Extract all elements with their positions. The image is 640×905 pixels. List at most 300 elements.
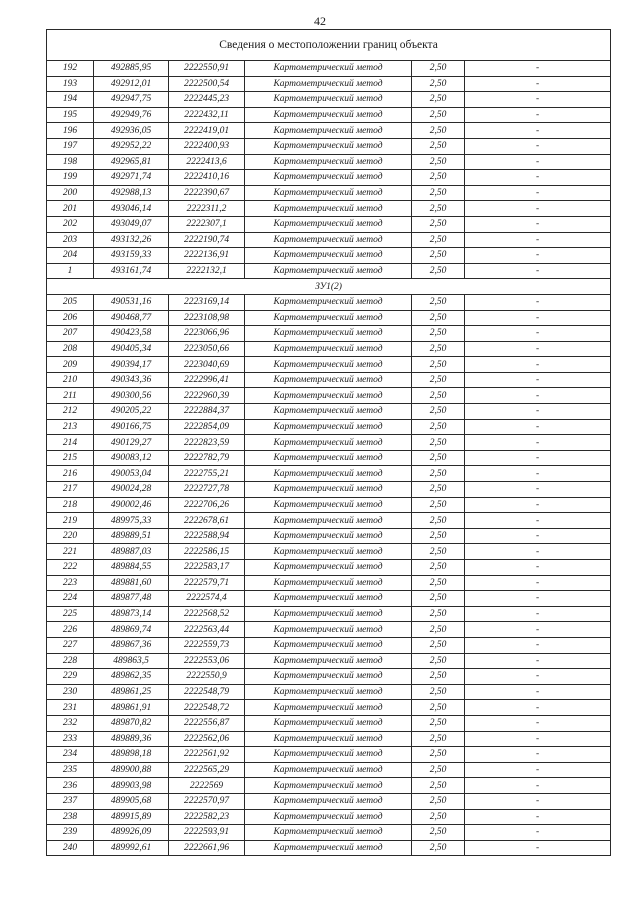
point-number-cell: 205 bbox=[47, 294, 94, 310]
method-cell: Картометрический метод bbox=[245, 232, 412, 248]
table-row bbox=[47, 466, 611, 482]
table-row bbox=[47, 840, 611, 856]
precision-cell: 2,50 bbox=[412, 248, 465, 264]
description-cell: - bbox=[465, 482, 611, 498]
description-cell: - bbox=[465, 840, 611, 856]
y-coordinate-cell: 2222568,52 bbox=[169, 606, 245, 622]
point-number-cell: 236 bbox=[47, 778, 94, 794]
x-coordinate-cell: 490129,27 bbox=[94, 435, 169, 451]
table-row bbox=[47, 825, 611, 841]
point-number-cell: 204 bbox=[47, 248, 94, 264]
table-row bbox=[47, 684, 611, 700]
precision-cell: 2,50 bbox=[412, 61, 465, 77]
y-coordinate-cell: 2222132,1 bbox=[169, 263, 245, 279]
precision-cell: 2,50 bbox=[412, 653, 465, 669]
description-cell: - bbox=[465, 263, 611, 279]
x-coordinate-cell: 489861,25 bbox=[94, 684, 169, 700]
table-body bbox=[47, 30, 611, 856]
x-coordinate-cell: 493159,33 bbox=[94, 248, 169, 264]
point-number-cell: 211 bbox=[47, 388, 94, 404]
point-number-cell: 200 bbox=[47, 185, 94, 201]
x-coordinate-cell: 489867,36 bbox=[94, 637, 169, 653]
method-cell: Картометрический метод bbox=[245, 653, 412, 669]
method-cell: Картометрический метод bbox=[245, 107, 412, 123]
y-coordinate-cell: 2222569 bbox=[169, 778, 245, 794]
description-cell: - bbox=[465, 310, 611, 326]
y-coordinate-cell: 2222410,16 bbox=[169, 170, 245, 186]
y-coordinate-cell: 2223108,98 bbox=[169, 310, 245, 326]
precision-cell: 2,50 bbox=[412, 216, 465, 232]
point-number-cell: 196 bbox=[47, 123, 94, 139]
x-coordinate-cell: 490083,12 bbox=[94, 450, 169, 466]
precision-cell: 2,50 bbox=[412, 715, 465, 731]
x-coordinate-cell: 492952,22 bbox=[94, 138, 169, 154]
x-coordinate-cell: 490423,58 bbox=[94, 326, 169, 342]
table-row bbox=[47, 341, 611, 357]
point-number-cell: 192 bbox=[47, 61, 94, 77]
description-cell: - bbox=[465, 372, 611, 388]
y-coordinate-cell: 2222755,21 bbox=[169, 466, 245, 482]
y-coordinate-cell: 2222419,01 bbox=[169, 123, 245, 139]
x-coordinate-cell: 489889,36 bbox=[94, 731, 169, 747]
method-cell: Картометрический метод bbox=[245, 497, 412, 513]
table-row bbox=[47, 263, 611, 279]
point-number-cell: 240 bbox=[47, 840, 94, 856]
method-cell: Картометрический метод bbox=[245, 825, 412, 841]
precision-cell: 2,50 bbox=[412, 575, 465, 591]
point-number-cell: 199 bbox=[47, 170, 94, 186]
precision-cell: 2,50 bbox=[412, 606, 465, 622]
point-number-cell: 233 bbox=[47, 731, 94, 747]
y-coordinate-cell: 2222854,09 bbox=[169, 419, 245, 435]
table-row bbox=[47, 544, 611, 560]
point-number-cell: 237 bbox=[47, 793, 94, 809]
precision-cell: 2,50 bbox=[412, 497, 465, 513]
description-cell: - bbox=[465, 684, 611, 700]
table-row bbox=[47, 138, 611, 154]
method-cell: Картометрический метод bbox=[245, 61, 412, 77]
y-coordinate-cell: 2222582,23 bbox=[169, 809, 245, 825]
precision-cell: 2,50 bbox=[412, 793, 465, 809]
table-row bbox=[47, 372, 611, 388]
point-number-cell: 201 bbox=[47, 201, 94, 217]
method-cell: Картометрический метод bbox=[245, 840, 412, 856]
point-number-cell: 235 bbox=[47, 762, 94, 778]
table-row bbox=[47, 497, 611, 513]
point-number-cell: 202 bbox=[47, 216, 94, 232]
y-coordinate-cell: 2222413,6 bbox=[169, 154, 245, 170]
method-cell: Картометрический метод bbox=[245, 326, 412, 342]
point-number-cell: 198 bbox=[47, 154, 94, 170]
table-row bbox=[47, 450, 611, 466]
page-number: 42 bbox=[314, 14, 326, 28]
x-coordinate-cell: 489926,09 bbox=[94, 825, 169, 841]
table-row bbox=[47, 560, 611, 576]
y-coordinate-cell: 2222311,2 bbox=[169, 201, 245, 217]
x-coordinate-cell: 492912,01 bbox=[94, 76, 169, 92]
description-cell: - bbox=[465, 575, 611, 591]
table-header-row bbox=[47, 30, 611, 61]
point-number-cell: 207 bbox=[47, 326, 94, 342]
point-number-cell: 222 bbox=[47, 560, 94, 576]
method-cell: Картометрический метод bbox=[245, 778, 412, 794]
method-cell: Картометрический метод bbox=[245, 575, 412, 591]
x-coordinate-cell: 489873,14 bbox=[94, 606, 169, 622]
point-number-cell: 230 bbox=[47, 684, 94, 700]
table-row bbox=[47, 793, 611, 809]
precision-cell: 2,50 bbox=[412, 201, 465, 217]
point-number-cell: 216 bbox=[47, 466, 94, 482]
description-cell: - bbox=[465, 419, 611, 435]
method-cell: Картометрический метод bbox=[245, 435, 412, 451]
y-coordinate-cell: 2222565,29 bbox=[169, 762, 245, 778]
table-row bbox=[47, 731, 611, 747]
method-cell: Картометрический метод bbox=[245, 263, 412, 279]
x-coordinate-cell: 489870,82 bbox=[94, 715, 169, 731]
x-coordinate-cell: 489903,98 bbox=[94, 778, 169, 794]
y-coordinate-cell: 2222562,06 bbox=[169, 731, 245, 747]
precision-cell: 2,50 bbox=[412, 700, 465, 716]
precision-cell: 2,50 bbox=[412, 528, 465, 544]
method-cell: Картометрический метод bbox=[245, 185, 412, 201]
point-number-cell: 206 bbox=[47, 310, 94, 326]
description-cell: - bbox=[465, 497, 611, 513]
precision-cell: 2,50 bbox=[412, 762, 465, 778]
description-cell: - bbox=[465, 294, 611, 310]
table-row bbox=[47, 778, 611, 794]
table-row bbox=[47, 310, 611, 326]
method-cell: Картометрический метод bbox=[245, 715, 412, 731]
table-row bbox=[47, 326, 611, 342]
table-row bbox=[47, 61, 611, 77]
table-row bbox=[47, 92, 611, 108]
table-row bbox=[47, 248, 611, 264]
point-number-cell: 210 bbox=[47, 372, 94, 388]
precision-cell: 2,50 bbox=[412, 731, 465, 747]
y-coordinate-cell: 2222570,97 bbox=[169, 793, 245, 809]
description-cell: - bbox=[465, 762, 611, 778]
y-coordinate-cell: 2222390,67 bbox=[169, 185, 245, 201]
x-coordinate-cell: 490343,36 bbox=[94, 372, 169, 388]
precision-cell: 2,50 bbox=[412, 840, 465, 856]
description-cell: - bbox=[465, 715, 611, 731]
precision-cell: 2,50 bbox=[412, 684, 465, 700]
method-cell: Картометрический метод bbox=[245, 216, 412, 232]
method-cell: Картометрический метод bbox=[245, 310, 412, 326]
y-coordinate-cell: 2222563,44 bbox=[169, 622, 245, 638]
x-coordinate-cell: 490002,46 bbox=[94, 497, 169, 513]
table-row bbox=[47, 591, 611, 607]
description-cell: - bbox=[465, 653, 611, 669]
x-coordinate-cell: 490300,56 bbox=[94, 388, 169, 404]
table-row bbox=[47, 216, 611, 232]
precision-cell: 2,50 bbox=[412, 637, 465, 653]
table-row bbox=[47, 201, 611, 217]
precision-cell: 2,50 bbox=[412, 185, 465, 201]
point-number-cell: 195 bbox=[47, 107, 94, 123]
method-cell: Картометрический метод bbox=[245, 731, 412, 747]
y-coordinate-cell: 2222136,91 bbox=[169, 248, 245, 264]
precision-cell: 2,50 bbox=[412, 310, 465, 326]
x-coordinate-cell: 492965,81 bbox=[94, 154, 169, 170]
description-cell: - bbox=[465, 700, 611, 716]
point-number-cell: 219 bbox=[47, 513, 94, 529]
method-cell: Картометрический метод bbox=[245, 591, 412, 607]
precision-cell: 2,50 bbox=[412, 669, 465, 685]
point-number-cell: 224 bbox=[47, 591, 94, 607]
precision-cell: 2,50 bbox=[412, 419, 465, 435]
precision-cell: 2,50 bbox=[412, 138, 465, 154]
y-coordinate-cell: 2222823,59 bbox=[169, 435, 245, 451]
y-coordinate-cell: 2222556,87 bbox=[169, 715, 245, 731]
x-coordinate-cell: 489898,18 bbox=[94, 747, 169, 763]
method-cell: Картометрический метод bbox=[245, 201, 412, 217]
point-number-cell: 227 bbox=[47, 637, 94, 653]
y-coordinate-cell: 2222445,23 bbox=[169, 92, 245, 108]
y-coordinate-cell: 2222550,91 bbox=[169, 61, 245, 77]
method-cell: Картометрический метод bbox=[245, 138, 412, 154]
table-row bbox=[47, 404, 611, 420]
point-number-cell: 213 bbox=[47, 419, 94, 435]
point-number-cell: 193 bbox=[47, 76, 94, 92]
description-cell: - bbox=[465, 450, 611, 466]
precision-cell: 2,50 bbox=[412, 513, 465, 529]
table-row bbox=[47, 669, 611, 685]
method-cell: Картометрический метод bbox=[245, 637, 412, 653]
x-coordinate-cell: 489887,03 bbox=[94, 544, 169, 560]
precision-cell: 2,50 bbox=[412, 92, 465, 108]
table-row bbox=[47, 809, 611, 825]
x-coordinate-cell: 493161,74 bbox=[94, 263, 169, 279]
x-coordinate-cell: 492947,75 bbox=[94, 92, 169, 108]
method-cell: Картометрический метод bbox=[245, 669, 412, 685]
x-coordinate-cell: 492949,76 bbox=[94, 107, 169, 123]
description-cell: - bbox=[465, 232, 611, 248]
point-number-cell: 1 bbox=[47, 263, 94, 279]
method-cell: Картометрический метод bbox=[245, 606, 412, 622]
x-coordinate-cell: 489869,74 bbox=[94, 622, 169, 638]
description-cell: - bbox=[465, 747, 611, 763]
point-number-cell: 223 bbox=[47, 575, 94, 591]
description-cell: - bbox=[465, 528, 611, 544]
method-cell: Картометрический метод bbox=[245, 404, 412, 420]
method-cell: Картометрический метод bbox=[245, 76, 412, 92]
point-number-cell: 226 bbox=[47, 622, 94, 638]
point-number-cell: 232 bbox=[47, 715, 94, 731]
description-cell: - bbox=[465, 201, 611, 217]
precision-cell: 2,50 bbox=[412, 450, 465, 466]
precision-cell: 2,50 bbox=[412, 294, 465, 310]
point-number-cell: 203 bbox=[47, 232, 94, 248]
precision-cell: 2,50 bbox=[412, 435, 465, 451]
y-coordinate-cell: 2222996,41 bbox=[169, 372, 245, 388]
point-number-cell: 229 bbox=[47, 669, 94, 685]
x-coordinate-cell: 489881,60 bbox=[94, 575, 169, 591]
method-cell: Картометрический метод bbox=[245, 482, 412, 498]
x-coordinate-cell: 493046,14 bbox=[94, 201, 169, 217]
y-coordinate-cell: 2222593,91 bbox=[169, 825, 245, 841]
x-coordinate-cell: 493132,26 bbox=[94, 232, 169, 248]
method-cell: Картометрический метод bbox=[245, 372, 412, 388]
description-cell: - bbox=[465, 731, 611, 747]
y-coordinate-cell: 2222432,11 bbox=[169, 107, 245, 123]
method-cell: Картометрический метод bbox=[245, 341, 412, 357]
boundary-coordinates-table bbox=[46, 29, 611, 856]
description-cell: - bbox=[465, 560, 611, 576]
table-row bbox=[47, 513, 611, 529]
precision-cell: 2,50 bbox=[412, 404, 465, 420]
y-coordinate-cell: 2222884,37 bbox=[169, 404, 245, 420]
point-number-cell: 212 bbox=[47, 404, 94, 420]
x-coordinate-cell: 490166,75 bbox=[94, 419, 169, 435]
x-coordinate-cell: 490405,34 bbox=[94, 341, 169, 357]
method-cell: Картометрический метод bbox=[245, 388, 412, 404]
y-coordinate-cell: 2222190,74 bbox=[169, 232, 245, 248]
table-row bbox=[47, 185, 611, 201]
description-cell: - bbox=[465, 825, 611, 841]
precision-cell: 2,50 bbox=[412, 263, 465, 279]
x-coordinate-cell: 492971,74 bbox=[94, 170, 169, 186]
method-cell: Картометрический метод bbox=[245, 700, 412, 716]
table-row bbox=[47, 622, 611, 638]
y-coordinate-cell: 2223169,14 bbox=[169, 294, 245, 310]
point-number-cell: 231 bbox=[47, 700, 94, 716]
description-cell: - bbox=[465, 357, 611, 373]
x-coordinate-cell: 489863,5 bbox=[94, 653, 169, 669]
y-coordinate-cell: 2222574,4 bbox=[169, 591, 245, 607]
method-cell: Картометрический метод bbox=[245, 513, 412, 529]
method-cell: Картометрический метод bbox=[245, 92, 412, 108]
precision-cell: 2,50 bbox=[412, 341, 465, 357]
point-number-cell: 209 bbox=[47, 357, 94, 373]
precision-cell: 2,50 bbox=[412, 622, 465, 638]
description-cell: - bbox=[465, 466, 611, 482]
y-coordinate-cell: 2223066,96 bbox=[169, 326, 245, 342]
y-coordinate-cell: 2223050,66 bbox=[169, 341, 245, 357]
table-row bbox=[47, 715, 611, 731]
y-coordinate-cell: 2222960,39 bbox=[169, 388, 245, 404]
x-coordinate-cell: 492885,95 bbox=[94, 61, 169, 77]
x-coordinate-cell: 490024,28 bbox=[94, 482, 169, 498]
y-coordinate-cell: 2222661,96 bbox=[169, 840, 245, 856]
table-row bbox=[47, 575, 611, 591]
table-row bbox=[47, 232, 611, 248]
description-cell: - bbox=[465, 185, 611, 201]
precision-cell: 2,50 bbox=[412, 747, 465, 763]
point-number-cell: 217 bbox=[47, 482, 94, 498]
x-coordinate-cell: 489889,51 bbox=[94, 528, 169, 544]
description-cell: - bbox=[465, 138, 611, 154]
table-row bbox=[47, 435, 611, 451]
precision-cell: 2,50 bbox=[412, 778, 465, 794]
precision-cell: 2,50 bbox=[412, 76, 465, 92]
precision-cell: 2,50 bbox=[412, 170, 465, 186]
table-row bbox=[47, 123, 611, 139]
method-cell: Картометрический метод bbox=[245, 793, 412, 809]
x-coordinate-cell: 489877,48 bbox=[94, 591, 169, 607]
y-coordinate-cell: 2222548,79 bbox=[169, 684, 245, 700]
precision-cell: 2,50 bbox=[412, 466, 465, 482]
point-number-cell: 218 bbox=[47, 497, 94, 513]
table-row bbox=[47, 528, 611, 544]
point-number-cell: 194 bbox=[47, 92, 94, 108]
y-coordinate-cell: 2222550,9 bbox=[169, 669, 245, 685]
method-cell: Картометрический метод bbox=[245, 747, 412, 763]
y-coordinate-cell: 2222561,92 bbox=[169, 747, 245, 763]
description-cell: - bbox=[465, 793, 611, 809]
method-cell: Картометрический метод bbox=[245, 762, 412, 778]
table-row bbox=[47, 482, 611, 498]
precision-cell: 2,50 bbox=[412, 560, 465, 576]
method-cell: Картометрический метод bbox=[245, 154, 412, 170]
y-coordinate-cell: 2222588,94 bbox=[169, 528, 245, 544]
table-row bbox=[47, 107, 611, 123]
x-coordinate-cell: 489862,35 bbox=[94, 669, 169, 685]
y-coordinate-cell: 2222400,93 bbox=[169, 138, 245, 154]
y-coordinate-cell: 2222307,1 bbox=[169, 216, 245, 232]
method-cell: Картометрический метод bbox=[245, 170, 412, 186]
point-number-cell: 221 bbox=[47, 544, 94, 560]
point-number-cell: 208 bbox=[47, 341, 94, 357]
table-row bbox=[47, 170, 611, 186]
y-coordinate-cell: 2222553,06 bbox=[169, 653, 245, 669]
description-cell: - bbox=[465, 170, 611, 186]
x-coordinate-cell: 489884,55 bbox=[94, 560, 169, 576]
description-cell: - bbox=[465, 513, 611, 529]
description-cell: - bbox=[465, 544, 611, 560]
description-cell: - bbox=[465, 404, 611, 420]
description-cell: - bbox=[465, 107, 611, 123]
x-coordinate-cell: 490394,17 bbox=[94, 357, 169, 373]
y-coordinate-cell: 2222548,72 bbox=[169, 700, 245, 716]
point-number-cell: 197 bbox=[47, 138, 94, 154]
point-number-cell: 214 bbox=[47, 435, 94, 451]
x-coordinate-cell: 490531,16 bbox=[94, 294, 169, 310]
y-coordinate-cell: 2223040,69 bbox=[169, 357, 245, 373]
method-cell: Картометрический метод bbox=[245, 528, 412, 544]
table-title: Сведения о местоположении границ объекта bbox=[47, 30, 611, 61]
precision-cell: 2,50 bbox=[412, 372, 465, 388]
table-row bbox=[47, 700, 611, 716]
table-row bbox=[47, 76, 611, 92]
method-cell: Картометрический метод bbox=[245, 684, 412, 700]
description-cell: - bbox=[465, 326, 611, 342]
method-cell: Картометрический метод bbox=[245, 466, 412, 482]
description-cell: - bbox=[465, 76, 611, 92]
table-row bbox=[47, 762, 611, 778]
x-coordinate-cell: 492936,05 bbox=[94, 123, 169, 139]
precision-cell: 2,50 bbox=[412, 591, 465, 607]
precision-cell: 2,50 bbox=[412, 232, 465, 248]
point-number-cell: 239 bbox=[47, 825, 94, 841]
description-cell: - bbox=[465, 92, 611, 108]
table-row bbox=[47, 154, 611, 170]
x-coordinate-cell: 492988,13 bbox=[94, 185, 169, 201]
table-row bbox=[47, 653, 611, 669]
description-cell: - bbox=[465, 61, 611, 77]
description-cell: - bbox=[465, 637, 611, 653]
point-number-cell: 234 bbox=[47, 747, 94, 763]
y-coordinate-cell: 2222579,71 bbox=[169, 575, 245, 591]
precision-cell: 2,50 bbox=[412, 357, 465, 373]
method-cell: Картометрический метод bbox=[245, 622, 412, 638]
description-cell: - bbox=[465, 606, 611, 622]
x-coordinate-cell: 490468,77 bbox=[94, 310, 169, 326]
description-cell: - bbox=[465, 248, 611, 264]
table-row bbox=[47, 419, 611, 435]
table-row bbox=[47, 747, 611, 763]
precision-cell: 2,50 bbox=[412, 326, 465, 342]
